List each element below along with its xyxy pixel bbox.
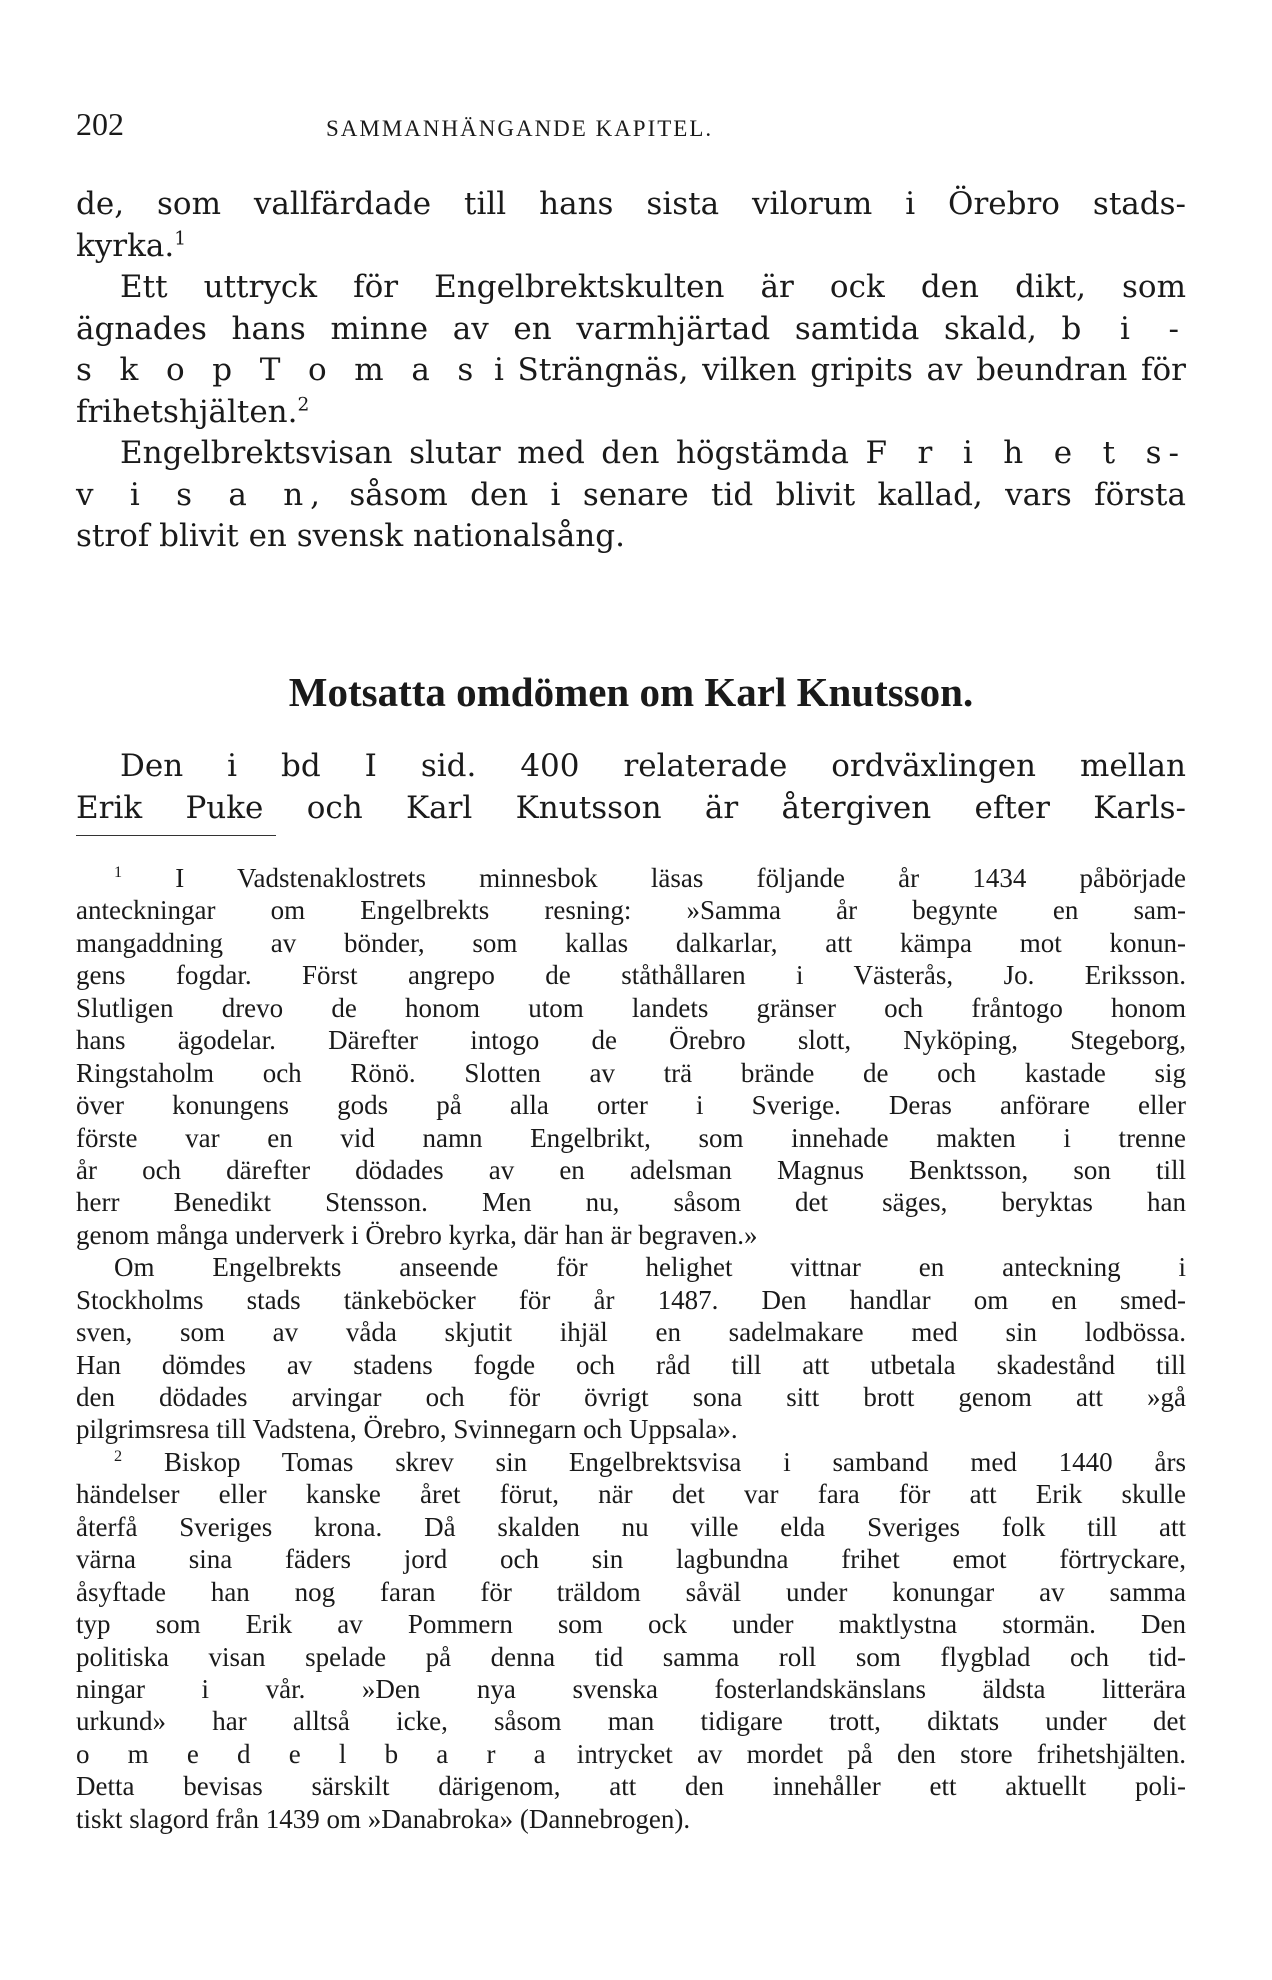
line-text: Erik Puke och Karl Knutsson är återgiven efter Karls- — [76, 789, 1186, 826]
line-text: över konungens gods på alla orter i Sverige. Deras anförare eller — [76, 1090, 1186, 1121]
text-line — [76, 788, 1186, 830]
footnote-line — [76, 1641, 1186, 1673]
line-text: den dödades arvingar och för övrigt sona sitt brott genom att »gå — [76, 1382, 1186, 1412]
running-title: SAMMANHÄNGANDE KAPITEL. — [326, 116, 714, 141]
footnote-line — [76, 1316, 1186, 1348]
line-text: gens fogdar. Först angrepo de ståthållaren i Västerås, Jo. Eriksson. — [76, 960, 1186, 991]
text-line — [76, 226, 1186, 268]
line-text: återfå Sveriges krona. Då skalden nu ville elda Sveriges folk till att — [76, 1511, 1186, 1542]
text-line — [76, 309, 1186, 351]
text-line — [76, 475, 1186, 517]
line-text: hans ägodelar. Därefter intogo de Örebro slott, Nyköping, Stegeborg, — [76, 1025, 1186, 1056]
text-line — [76, 746, 1186, 788]
section-heading: Motsatta omdömen om Karl Knutsson. — [288, 669, 974, 715]
line-text: de, som vallfärdade till hans sista vilorum i Örebro stads- — [76, 186, 1186, 222]
text-line — [76, 184, 1186, 226]
footnote-line — [76, 1705, 1186, 1737]
line-text: tiskt slagord från 1439 om »Danabroka» (Dannebrogen). — [76, 1803, 691, 1834]
text-line — [76, 267, 1186, 309]
footnotes — [76, 862, 1186, 1835]
line-text: politiska visan spelade på denna tid samma roll som flygblad och tid- — [76, 1641, 1186, 1672]
footnote-line — [76, 1024, 1186, 1056]
footnote-line — [76, 1089, 1186, 1121]
footnote-line — [76, 1413, 1186, 1445]
footnote-line — [76, 1284, 1186, 1316]
running-head — [76, 106, 1186, 146]
line-text: anteckningar om Engelbrekts resning: »Samma år begynte en sam- — [76, 895, 1186, 926]
line-text: Ringstaholm och Rönö. Slotten av trä brände de och kastade sig — [76, 1057, 1186, 1088]
line-text: i Strängnäs, vilken gripits av beundran för — [480, 352, 1186, 388]
line-text: Biskop Tomas skrev sin Engelbrektsvisa i samband med 1440 års — [163, 1446, 1186, 1477]
footnote-reference: 1 — [174, 228, 187, 250]
footnote-line — [76, 927, 1186, 959]
footnote-line — [76, 1543, 1186, 1575]
line-text: typ som Erik av Pommern som ock under maktlystna stormän. Den — [76, 1609, 1186, 1640]
line-text: intrycket av mordet på den store frihetshjälten. — [552, 1738, 1186, 1769]
line-text: år och därefter dödades av en adelsman Magnus Benktsson, son till — [76, 1154, 1186, 1185]
emphasized-text: b i - — [1061, 310, 1186, 347]
footnote-line — [76, 1186, 1186, 1218]
footnote-line — [76, 894, 1186, 926]
body-text-section — [76, 746, 1186, 829]
line-text: urkund» har alltså icke, såsom man tidigare trott, diktats under det — [76, 1706, 1186, 1737]
footnote-line — [76, 1251, 1186, 1283]
emphasized-text: s k o p T o m a s — [76, 352, 481, 388]
text-line — [76, 433, 1186, 475]
footnote-line — [76, 862, 1186, 894]
footnote-line — [76, 1478, 1186, 1510]
footnote-marker: 1 — [114, 863, 123, 881]
line-text: Engelbrektsvisan slutar med den högstämda — [120, 435, 866, 471]
line-text: förste var en vid namn Engelbrikt, som innehade makten i trenne — [76, 1122, 1186, 1153]
line-text: Detta bevisas särskilt därigenom, att den innehåller ett aktuellt poli- — [76, 1771, 1186, 1802]
text-line — [76, 516, 1186, 558]
footnote-line — [76, 1576, 1186, 1608]
line-text: frihetshjälten. — [76, 393, 298, 430]
text-line — [76, 392, 1186, 434]
line-text: åsyftade han nog faran för träldom såväl under konungar av samma — [76, 1576, 1186, 1607]
line-text: I Vadstenaklostrets minnesbok läsas följande år 1434 påbörjade — [175, 863, 1187, 893]
footnote-line — [76, 1122, 1186, 1154]
line-text: ningar i vår. »Den nya svenska fosterlandskänslans äldsta litterära — [76, 1673, 1186, 1704]
line-text: händelser eller kanske året förut, när det var fara för att Erik skulle — [76, 1479, 1186, 1510]
footnote-line — [76, 1770, 1186, 1802]
line-text: Ett uttryck för Engelbrektskulten är ock den dikt, som — [120, 269, 1186, 305]
line-text: herr Benedikt Stensson. Men nu, såsom det säges, beryktas han — [76, 1187, 1186, 1218]
footnote-line — [76, 1738, 1186, 1770]
emphasized-text: o m e d e l b a r a — [76, 1738, 553, 1769]
line-text: Slutligen drevo de honom utom landets gränser och fråntogo honom — [76, 992, 1186, 1023]
line-text: värna sina fäders jord och sin lagbundna frihet emot förtryckare, — [76, 1544, 1186, 1575]
emphasized-text: F r i h e t s- — [865, 435, 1186, 471]
footnote-rule — [76, 835, 276, 836]
footnote-line — [76, 1057, 1186, 1089]
emphasized-text: v i s a n, — [76, 476, 328, 513]
footnote-line — [76, 1219, 1186, 1251]
line-text: Om Engelbrekts anseende för helighet vittnar en anteckning i — [114, 1252, 1186, 1283]
footnote-line — [76, 1608, 1186, 1640]
line-text: genom många underverk i Örebro kyrka, där han är begraven.» — [76, 1219, 758, 1250]
footnote-line — [76, 1349, 1186, 1381]
line-text: Han dömdes av stadens fogde och råd till att utbetala skadestånd till — [76, 1349, 1186, 1380]
line-text: strof blivit en svensk nationalsång. — [76, 518, 625, 554]
text-line — [76, 350, 1186, 392]
footnote-line — [76, 992, 1186, 1024]
line-text: Den i bd I sid. 400 relaterade ordväxlingen mellan — [120, 748, 1186, 784]
footnote-line — [76, 1381, 1186, 1413]
footnote-line — [76, 1446, 1186, 1478]
line-text: mangaddning av bönder, som kallas dalkarlar, att kämpa mot konun- — [76, 927, 1186, 958]
footnote-line — [76, 1511, 1186, 1543]
line-text: kyrka. — [76, 227, 175, 264]
line-text: sven, som av våda skjutit ihjäl en sadelmakare med sin lodbössa. — [76, 1317, 1186, 1348]
footnote-line — [76, 1803, 1186, 1835]
footnote-marker: 2 — [114, 1446, 123, 1465]
line-text: ägnades hans minne av en varmhjärtad samtida skald, — [76, 310, 1062, 347]
footnote-line — [76, 959, 1186, 991]
line-text: pilgrimsresa till Vadstena, Örebro, Svinnegarn och Uppsala». — [76, 1414, 738, 1445]
footnote-line — [76, 1154, 1186, 1186]
footnote-line — [76, 1673, 1186, 1705]
page-number: 202 — [76, 106, 124, 142]
line-text: Stockholms stads tänkeböcker för år 1487. Den handlar om en smed- — [76, 1284, 1186, 1315]
body-text-top — [76, 184, 1186, 558]
line-text: såsom den i senare tid blivit kallad, vars första — [327, 476, 1186, 513]
footnote-reference: 2 — [297, 394, 310, 416]
